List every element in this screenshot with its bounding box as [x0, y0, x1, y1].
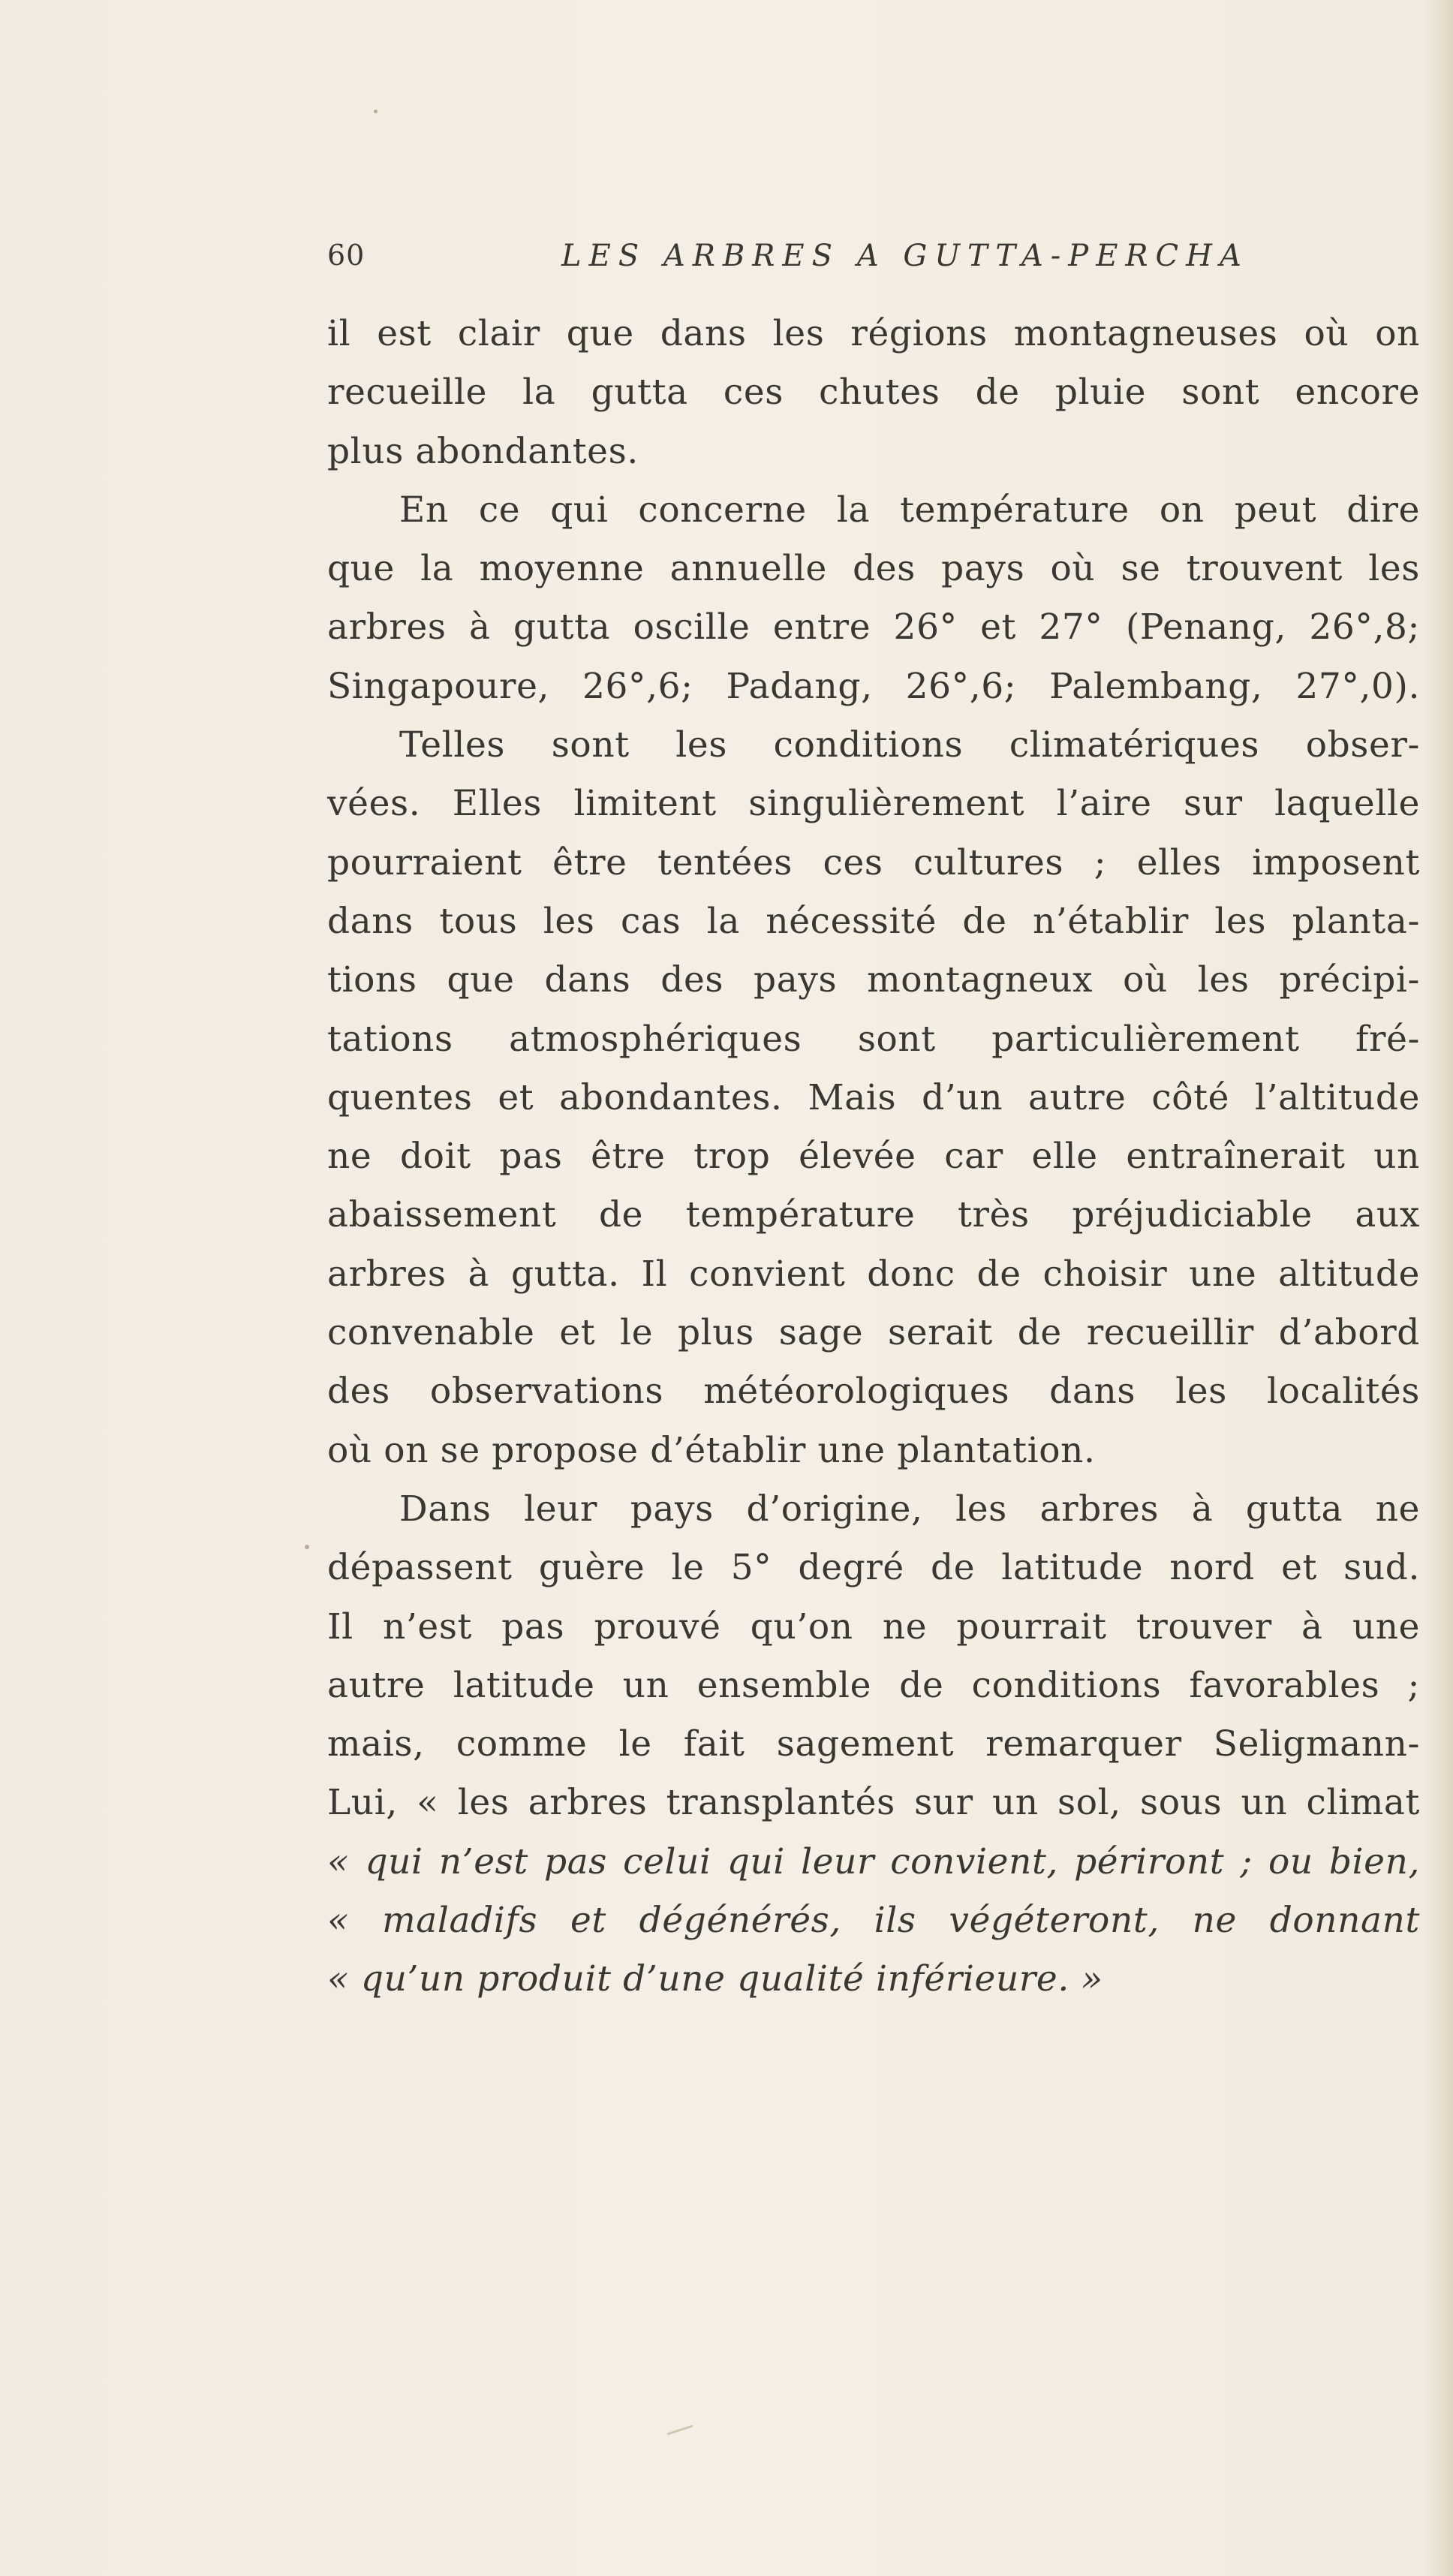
text-line: dépassent guère le 5° degré de latitude nord et sud. [327, 1547, 1420, 1589]
page-header [327, 239, 1415, 284]
text-line: « maladifs et dégénérés, ils végéteront, ne donnant [327, 1900, 1420, 1942]
page-number: 60 [327, 239, 366, 272]
text-line: Telles sont les conditions climatériques obser- [399, 724, 1420, 766]
text-line: des observations météorologiques dans les localités [327, 1371, 1420, 1413]
text-line: autre latitude un ensemble de conditions favorables ; [327, 1664, 1420, 1706]
text-line: recueille la gutta ces chutes de pluie sont encore [327, 372, 1420, 414]
text-line: quentes et abondantes. Mais d’un autre côté l’altitude [327, 1076, 1420, 1118]
text-line: « qu’un produit d’une qualité inférieure. » [327, 1958, 1103, 2000]
text-line: abaissement de température très préjudiciable aux [327, 1194, 1420, 1236]
paper-speck [305, 1545, 309, 1549]
text-line: pourraient être tentées ces cultures ; elles imposent [327, 841, 1420, 883]
running-title: LES ARBRES A GUTTA-PERCHA [561, 239, 1249, 273]
text-line: il est clair que dans les régions montagneuses où on [327, 313, 1420, 354]
text-line: arbres à gutta. Il convient donc de choisir une altitude [327, 1253, 1420, 1295]
text-line: tations atmosphériques sont particulièrement fré- [327, 1018, 1420, 1060]
text-line: vées. Elles limitent singulièrement l’aire sur laquelle [327, 783, 1420, 825]
text-line: Lui, « les arbres transplantés sur un sol, sous un climat [327, 1782, 1420, 1824]
paper-speck [374, 110, 378, 113]
text-line: Singapoure, 26°,6; Padang, 26°,6; Palembang, 27°,0). [327, 665, 1420, 707]
text-line: « qui n’est pas celui qui leur convient, périront ; ou bien, [327, 1840, 1420, 1882]
text-line: tions que dans des pays montagneux où les précipi- [327, 959, 1420, 1001]
text-line: ne doit pas être trop élevée car elle entraînerait un [327, 1136, 1420, 1178]
text-line: que la moyenne annuelle des pays où se trouvent les [327, 548, 1420, 590]
text-line: mais, comme le fait sagement remarquer Seligmann- [327, 1723, 1420, 1765]
text-line: Dans leur pays d’origine, les arbres à gutta ne [399, 1488, 1420, 1530]
page-edge-shadow [1424, 0, 1453, 2576]
text-line: convenable et le plus sage serait de recueillir d’abord [327, 1312, 1420, 1354]
text-line: où on se propose d’établir une plantation. [327, 1429, 1096, 1471]
paper-speck [666, 2425, 693, 2436]
text-line: En ce qui concerne la température on peut dire [399, 489, 1420, 531]
text-line: plus abondantes. [327, 430, 639, 472]
text-line: Il n’est pas prouvé qu’on ne pourrait trouver à une [327, 1605, 1420, 1648]
body-text [327, 305, 1420, 2009]
text-line: arbres à gutta oscille entre 26° et 27° (Penang, 26°,8; [327, 606, 1420, 649]
text-line: dans tous les cas la nécessité de n’établir les planta- [327, 900, 1420, 942]
